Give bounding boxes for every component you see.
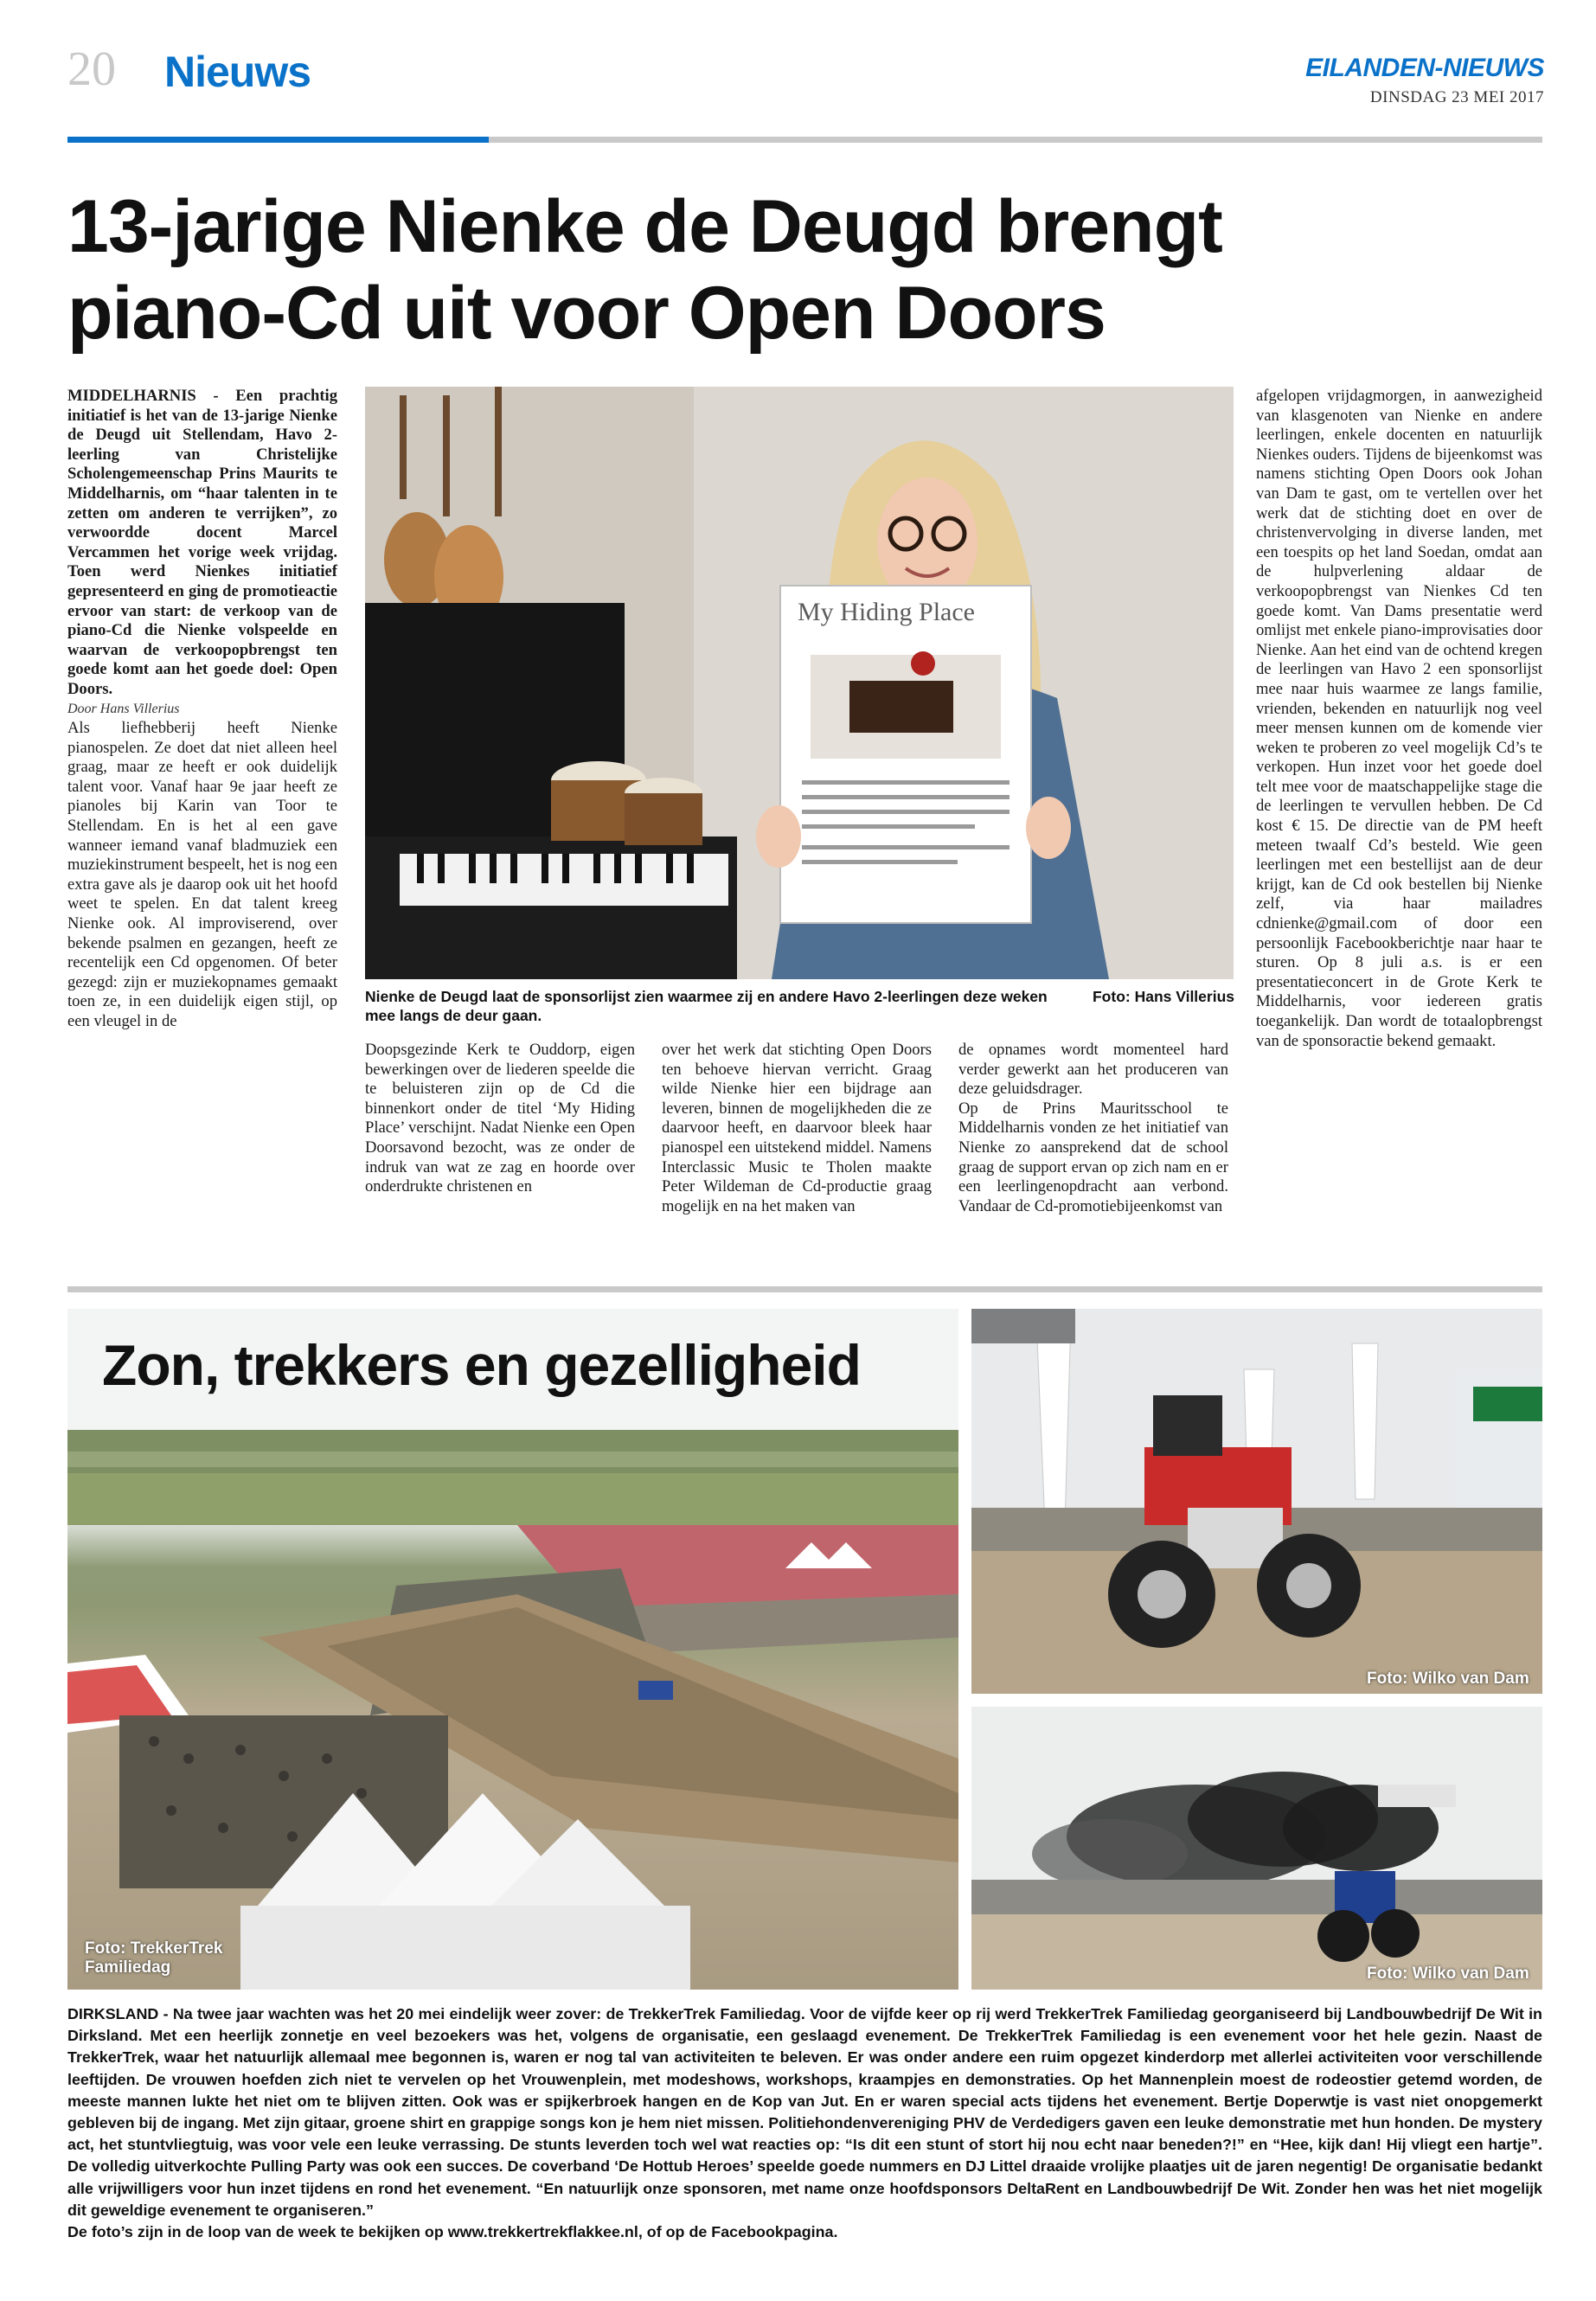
photo-credit-aerial bbox=[85, 1939, 222, 1977]
article-byline: Door Hans Villerius bbox=[67, 701, 180, 716]
article-column-1 bbox=[67, 387, 337, 1032]
publication-date: DINSDAG 23 MEI 2017 bbox=[1369, 88, 1544, 106]
photo-credit: Foto: Hans Villerius bbox=[1092, 988, 1234, 1005]
tractor-photo bbox=[971, 1309, 1542, 1694]
section-title: Nieuws bbox=[164, 48, 311, 96]
article2-body-last: De foto’s zijn in de loop van de week te bekijken op www.trekkertrekflakkee.nl, of op de Facebookpagina. bbox=[67, 2223, 838, 2241]
article-column-4 bbox=[958, 1041, 1228, 1216]
newspaper-logo: EILANDEN-NIEUWS bbox=[1305, 54, 1544, 82]
headline-line-1: 13-jarige Nienke de Deugd brengt bbox=[67, 185, 1222, 268]
article-headline bbox=[67, 183, 1365, 356]
article-body-col3: over het werk dat stichting Open Doors ten behoeve hiervan verricht. Graag wilde Nienke hier een bijdrage aan leveren, binnen de mogelijkheden die ze daarvoor heeft, en daarvoor bleek haar pianospel een uitstekend middel. Namens Interclassic Music te Tholen maakte Peter Wildeman de Cd-productie graag mogelijk en na het maken van bbox=[662, 1041, 932, 1215]
article-column-3 bbox=[662, 1041, 932, 1216]
smoke-tractor-photo bbox=[971, 1707, 1542, 1990]
article2-headline: Zon, trekkers en gezelligheid bbox=[102, 1333, 861, 1397]
tractor-photo-graphic bbox=[971, 1309, 1542, 1694]
article-body-col2: Doopsgezinde Kerk te Ouddorp, eigen bewerkingen over de liederen speelde die te beluisteren zijn op de Cd die binnenkort onder de titel ‘My Hiding Place’ verschijnt. Nadat Nienke een Open Doorsavond bezocht, was ze onder de indruk van wat ze zag en hoorde over onderdrukte christenen en bbox=[365, 1041, 635, 1196]
article-column-2 bbox=[365, 1041, 635, 1197]
smoke-tractor-graphic bbox=[971, 1707, 1542, 1990]
article2-body-text: DIRKSLAND - Na twee jaar wachten was het 20 mei eindelijk weer zover: de TrekkerTrek Familiedag. Voor de vijfde keer op rij werd TrekkerTrek Familiedag georganiseerd bij Landbouwbedrijf De Wit in Dirksland. Met een heerlijk zonnetje en veel bezoekers was het, volgens de organisatie, een geslaagd evenement. De TrekkerTrek Familiedag is een evenement voor het hele gezin. Naast de TrekkerTrek, waar het natuurlijk allemaal mee begonnen is, waren er nog tal van activiteiten te beleven. Er was onder andere een ruim opgezet kinderdorp met allerlei activiteiten voor verschillende leeftijden. De vrouwen hoefden zich niet te vervelen op het Vrouwenplein, met modeshows, workshops, kraampjes en demonstraties. Op het Mannenplein moest de rodeostier getemd worden, de meeste mannen lukte het niet om te blijven zitten. Ook was er spijkerbroek hangen en de Kop van Jut. En er waren special acts tijdens het evenement. Bertje Doperwtje is vast niet onopgemerkt gebleven bij de ingang. Met zijn gitaar, groene shirt en grappige songs kon je hem niet missen. Politiehondenvereniging PHV de Verdedigers gaven een leuke demonstratie met hun honden. De mystery act, het stuntvliegtuig, was voor vele een leuke verrassing. De stunts leverden toch wel wat reacties op: “Is dit een stunt of stort hij nou echt naar beneden?!” en “Hee, kijk dan! Hij vliegt een hartje”. De volledig uitverkochte Pulling Party was ook een succes. De coverband ‘De Hottub Heroes’ speelde goede nummers en DJ Littel draaide vrolijke plaatjes uit de jaren negentig! De organisatie bedankt alle vrijwilligers voor hun inzet tijdens en rond het evenement. “En natuurlijk onze sponsoren, met name onze hoofdsponsors DeltaRent en Landbouwbedrijf De Wit. Zonder hen was het niet mogelijk dit geweldige evenement te organiseren.” bbox=[67, 2005, 1542, 2219]
photo-credit-smoke: Foto: Wilko van Dam bbox=[1367, 1965, 1529, 1983]
page-number: 20 bbox=[67, 42, 116, 96]
aerial-photo-graphic bbox=[67, 1309, 958, 1990]
article-body-col5: afgelopen vrijdagmorgen, in aanwezigheid van klasgenoten van Nienke en andere leerlingen, enkele docenten en natuurlijk Nienkes ouders. Tijdens de bijeenkomst was namens stichting Open Doors ook Johan van Dam te gast, om te vertellen over het werk dat de stichting doet en over de christenvervolging in diverse landen, met een toespits op het land Soedan, omdat aan de hulpverlening aldaar de verkoopopbrengst van Nienkes Cd ten goede komt. Van Dams presentatie werd omlijst met enkele piano-improvisaties door Nienke. Aan het eind van de ochtend kregen de leerlingen van Havo 2 een sponsorlijst mee naar huis waarmee ze langs familie, vrienden, bekenden en natuurlijk nog veel meer mensen kunnen om de komende vier weken te proberen zo veel mogelijk Cd’s te verkopen. Hun inzet voor het goede doel telt mee voor de maatschappelijke stage die de leerlingen te vervullen hebben. De Cd kost € 15. De directie van de PM heeft meteen twaalf Cd’s besteld. Wie geen leerlingen met een bestellijst aan de deur krijgt, kan de Cd ook bestellen bij Nienke zelf, via haar mailadres cdnienke@gmail.com of door een persoonlijk Facebookberichtje naar haar te sturen. Op 8 juli a.s. is er een presentatieconcert in de Grote Kerk te Middelharnis, voor iedereen gratis toegankelijk. Dan wordt de totaalopbrengst van de sponsoractie bekend gemaakt. bbox=[1256, 387, 1542, 1050]
article2-body bbox=[67, 2003, 1542, 2243]
article-column-5 bbox=[1256, 387, 1542, 1051]
photo-credit-tractor: Foto: Wilko van Dam bbox=[1367, 1670, 1529, 1688]
article-body-col4-p1: de opnames wordt momenteel hard verder gewerkt aan het produceren van deze geluidsdrager. bbox=[958, 1041, 1228, 1099]
aerial-event-photo bbox=[67, 1309, 958, 1990]
top-divider-accent bbox=[67, 137, 489, 143]
photo-credit-aerial-line-1: Foto: TrekkerTrek bbox=[85, 1939, 223, 1958]
mid-divider bbox=[67, 1286, 1542, 1292]
photo-credit-aerial-line-2: Familiedag bbox=[85, 1958, 171, 1977]
article-body-col4-p2: Op de Prins Mauritsschool te Middelharnis vonden ze het initiatief van Nienke zo aansprekend dat de school graag de support ervan op zich nam en er een leerlingenopdracht aan verbond. Vandaar de Cd-promotiebijeenkomst van bbox=[958, 1099, 1228, 1215]
flyer-title: My Hiding Place bbox=[798, 598, 975, 626]
article-lead: MIDDELHARNIS - Een prachtig initiatief is het van de 13-jarige Nienke de Deugd uit Stellendam, Havo 2-leerling van Christelijke Scholengemeenschap Prins Maurits te Middelharnis, om “haar talenten in te zetten om anderen te verrijken”, zo verwoordde docent Marcel Vercammen het vorige week vrijdag. Toen werd Nienkes initiatief gepresenteerd en ging de promotieactie ervoor van start: de verkoop van de piano-Cd die Nienke volspeelde en waarvan de verkoopopbrengst ten goede komt aan het goede doel: Open Doors. bbox=[67, 387, 337, 698]
photo-girl-with-flyer bbox=[365, 387, 1234, 979]
article-photo bbox=[365, 387, 1234, 979]
photo-caption: Nienke de Deugd laat de sponsorlijst zien waarmee zij en andere Havo 2-leerlingen deze weken mee langs de deur gaan. bbox=[365, 988, 1048, 1024]
article-body-col1: Als liefhebberij heeft Nienke pianospelen. Ze doet dat niet alleen heel graag, maar ze heeft er ook duidelijk talent voor. Vanaf haar 9e jaar heeft ze pianoles bij Karin van Toor te Stellendam. En is het al een gave wanneer iemand vanaf bladmuziek een muziekinstrument bespeelt, het is nog een extra gave als je daarop ook uit het hoofd weet te spelen. En dat talent kreeg Nienke ook. Al improviserend, over bekende psalmen en gezangen, heeft ze recentelijk een Cd opgenomen. Of beter gezegd: zijn er muziekopnames gemaakt toen ze, in een duidelijk eigen stijl, op een vleugel in de bbox=[67, 719, 337, 1030]
headline-line-2: piano-Cd uit voor Open Doors bbox=[67, 272, 1106, 355]
